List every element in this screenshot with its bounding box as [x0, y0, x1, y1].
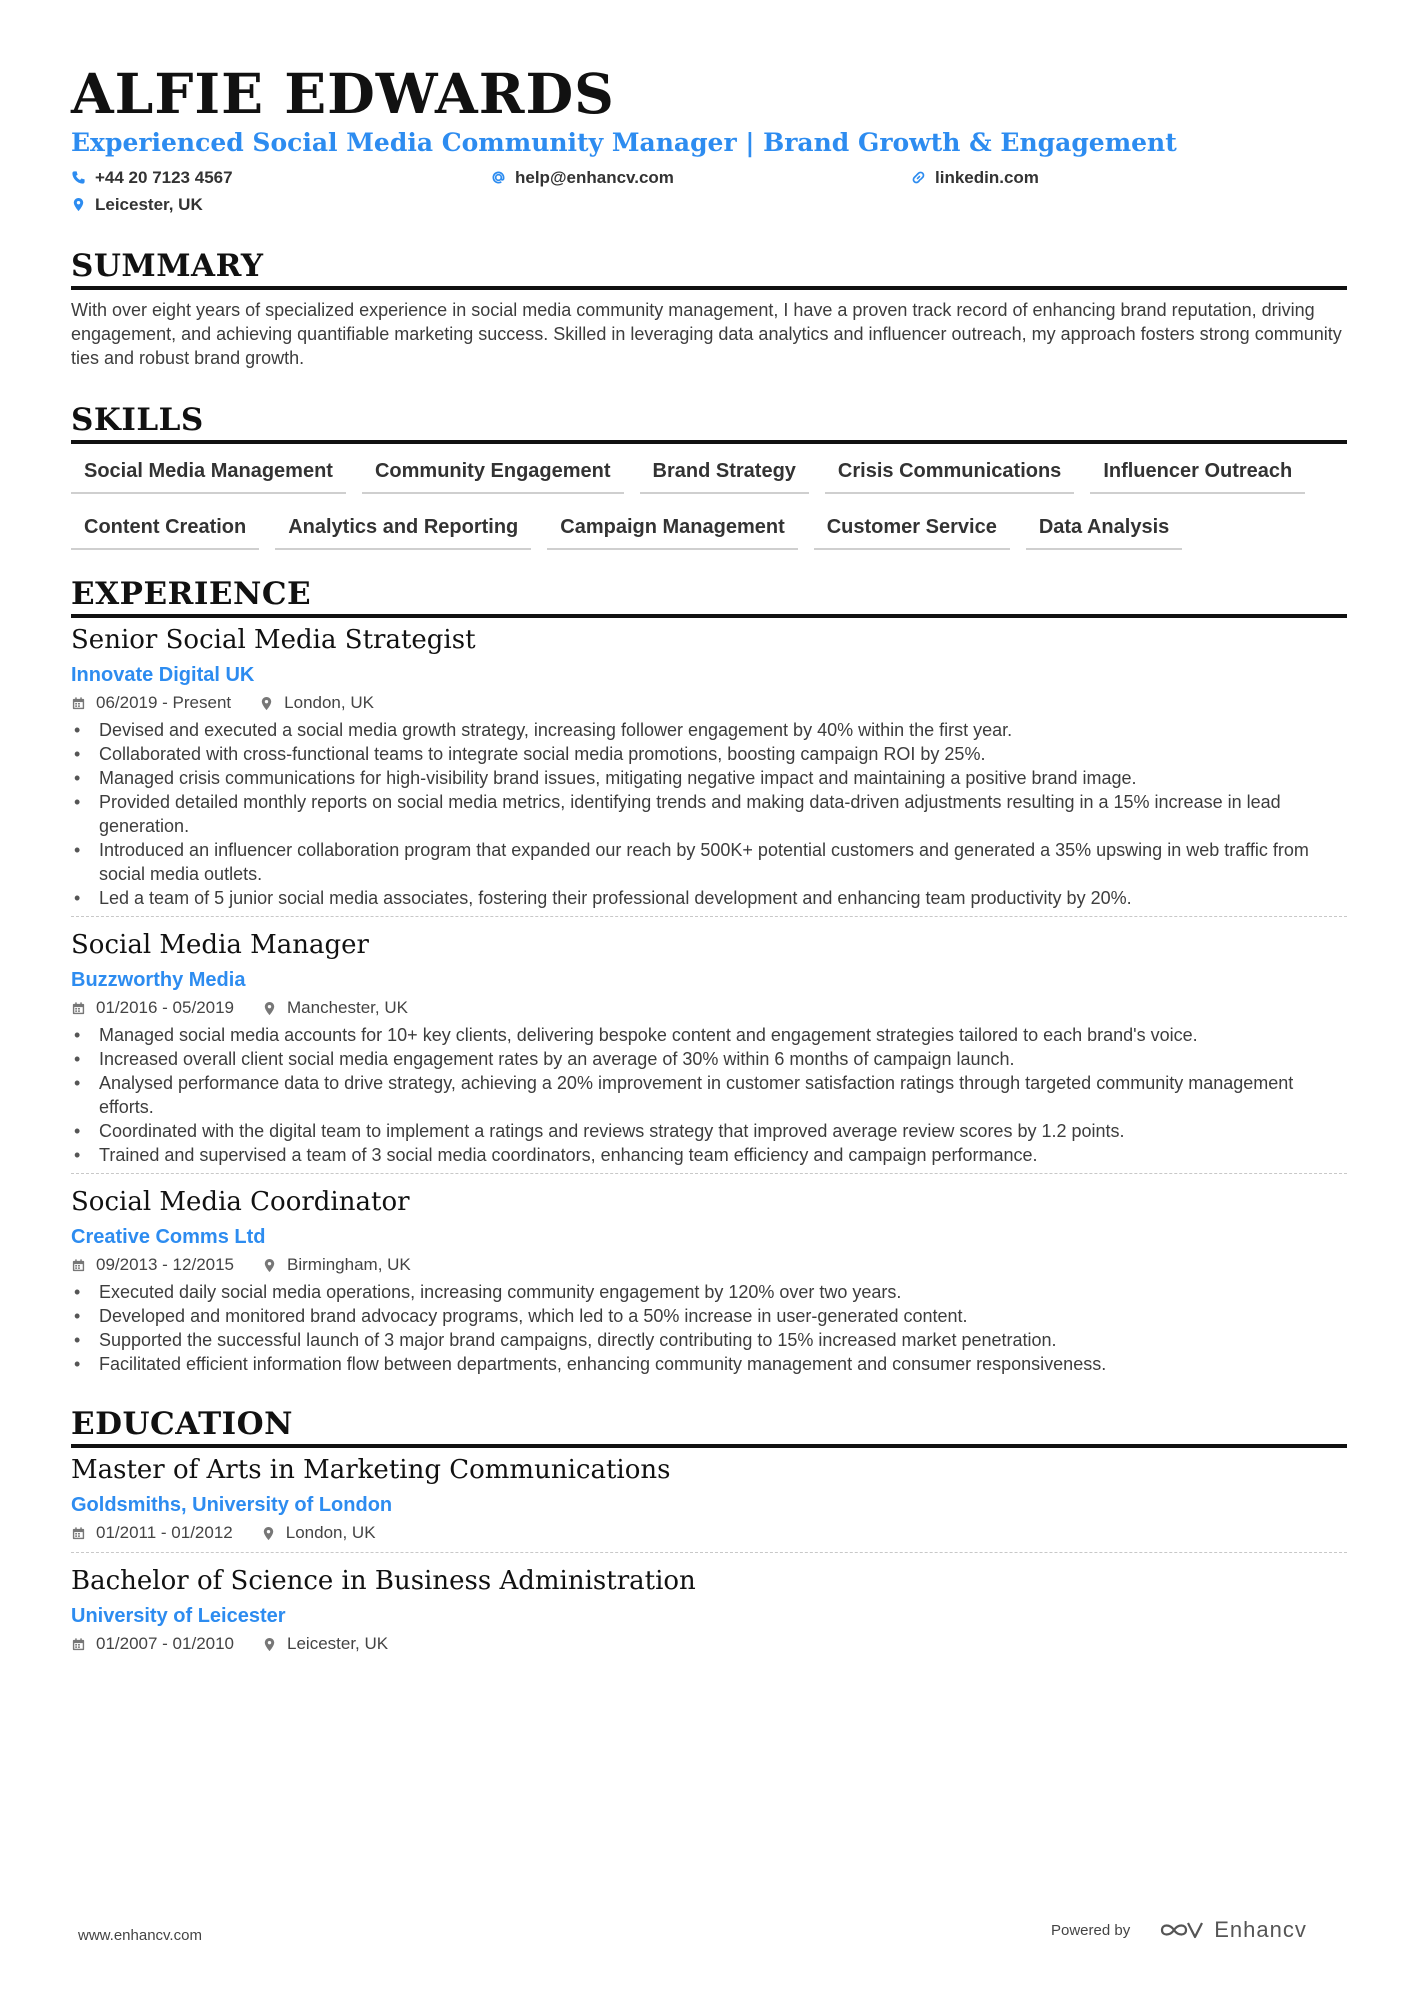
enhancv-logo-icon — [1158, 1918, 1204, 1942]
experience-section — [71, 574, 1347, 1382]
education-meta — [71, 1520, 1347, 1546]
bullet-item: • Coordinated with the digital team to implement a ratings and reviews strategy that improved average review scores by 1.2 points. — [71, 1119, 1347, 1143]
linkedin-contact[interactable] — [911, 164, 1347, 191]
experience-entry — [71, 622, 1347, 916]
job-meta — [71, 995, 1347, 1021]
bullet-item: • Analysed performance data to drive strategy, achieving a 20% improvement in customer satisfaction ratings through targeted community management efforts. — [71, 1071, 1347, 1119]
job-dates: 06/2019 - Present — [96, 693, 232, 712]
skill-tag: Analytics and Reporting — [275, 514, 531, 550]
skill-tag: Campaign Management — [547, 514, 797, 550]
phone-icon — [71, 170, 86, 185]
email-address: help@enhancv.com — [515, 167, 674, 187]
bullet-item: • Managed crisis communications for high-visibility brand issues, mitigating negative impact and maintaining a positive brand image. — [71, 766, 1347, 790]
home-location: Leicester, UK — [95, 194, 203, 214]
summary-section — [71, 246, 1347, 370]
bullet-item: • Increased overall client social media engagement rates by an average of 30% within 6 months of campaign launch. — [71, 1047, 1347, 1071]
bullet-item: • Provided detailed monthly reports on social media metrics, identifying trends and making data-driven adjustments resulting in a 15% increase in lead generation. — [71, 790, 1347, 838]
bullet-item: • Devised and executed a social media growth strategy, increasing follower engagement by 40% within the first year. — [71, 718, 1347, 742]
job-location-text: London, UK — [284, 693, 374, 712]
bullet-item: • Trained and supervised a team of 3 social media coordinators, enhancing team efficiency and campaign performance. — [71, 1143, 1347, 1167]
skill-tag: Content Creation — [71, 514, 259, 550]
education-dates: 01/2011 - 01/2012 — [96, 1523, 233, 1542]
company-name: Innovate Digital UK — [71, 664, 255, 686]
location-contact — [71, 191, 491, 218]
job-location — [262, 1252, 411, 1278]
skills-list — [71, 458, 1347, 570]
job-location — [259, 690, 374, 716]
education-location-text: London, UK — [285, 1523, 376, 1542]
email-contact[interactable] — [491, 164, 911, 191]
calendar-icon — [71, 696, 86, 711]
company-name: Creative Comms Ltd — [71, 1226, 266, 1248]
job-title: Social Media Coordinator — [71, 1187, 410, 1217]
summary-title: SUMMARY — [71, 246, 1347, 290]
bullet-item: • Introduced an influencer collaboration program that expanded our reach by 500K+ potential customers and generated a 35% upswing in web traffic from social media outlets. — [71, 838, 1347, 886]
education-location-text: Leicester, UK — [287, 1634, 389, 1653]
skill-tag: Crisis Communications — [825, 458, 1074, 494]
experience-title: EXPERIENCE — [71, 574, 1347, 618]
skill-tag: Data Analysis — [1026, 514, 1182, 550]
job-meta — [71, 690, 1347, 716]
map-pin-icon — [262, 1258, 277, 1273]
experience-entry — [71, 916, 1347, 1173]
bullet-item: • Facilitated efficient information flow between departments, enhancing community management and consumer responsiveness. — [71, 1352, 1347, 1376]
education-meta — [71, 1631, 1347, 1657]
company-name: Buzzworthy Media — [71, 969, 246, 991]
school-name: University of Leicester — [71, 1605, 286, 1627]
candidate-name: ALFIE EDWARDS — [71, 61, 615, 126]
contact-info — [71, 164, 1347, 218]
job-bullets — [71, 718, 1347, 910]
enhancv-logo[interactable] — [1158, 1917, 1307, 1943]
calendar-icon — [71, 1001, 86, 1016]
education-location — [261, 1520, 376, 1546]
resume-page — [71, 62, 1347, 1663]
degree-title: Master of Arts in Marketing Communications — [71, 1455, 671, 1485]
job-location-text: Birmingham, UK — [287, 1255, 411, 1274]
bullet-item: • Supported the successful launch of 3 major brand campaigns, directly contributing to 15% increased market penetration. — [71, 1328, 1347, 1352]
bullet-item: • Led a team of 5 junior social media associates, fostering their professional development and enhancing team productivity by 20%. — [71, 886, 1347, 910]
education-entry — [71, 1552, 1347, 1663]
calendar-icon — [71, 1637, 86, 1652]
linkedin-url: linkedin.com — [935, 167, 1039, 187]
school-name: Goldsmiths, University of London — [71, 1494, 393, 1516]
education-location — [262, 1631, 388, 1657]
bullet-item: • Managed social media accounts for 10+ key clients, delivering bespoke content and engagement strategies tailored to each brand's voice. — [71, 1023, 1347, 1047]
job-title: Social Media Manager — [71, 930, 369, 960]
job-location-text: Manchester, UK — [287, 998, 408, 1017]
skill-tag: Influencer Outreach — [1090, 458, 1305, 494]
job-bullets — [71, 1023, 1347, 1167]
powered-by-label: Powered by — [1051, 1921, 1131, 1939]
map-pin-icon — [262, 1637, 277, 1652]
at-icon — [491, 170, 506, 185]
job-location — [262, 995, 408, 1021]
skills-section — [71, 400, 1347, 570]
education-section — [71, 1404, 1347, 1663]
skill-tag: Community Engagement — [362, 458, 624, 494]
phone-number: +44 20 7123 4567 — [95, 167, 233, 187]
map-pin-icon — [259, 696, 274, 711]
summary-text: With over eight years of specialized experience in social media community management, I have a proven track record of enhancing brand reputation, driving engagement, and achieving quantifiable marketing success. Skilled in leveraging data analytics and influencer outreach, my approach fosters strong community ties and robust brand growth. — [71, 300, 1342, 368]
education-title: EDUCATION — [71, 1404, 1347, 1448]
job-title: Senior Social Media Strategist — [71, 625, 476, 655]
map-pin-icon — [261, 1526, 276, 1541]
calendar-icon — [71, 1258, 86, 1273]
brand-name: Enhancv — [1214, 1917, 1307, 1942]
bullet-item: • Executed daily social media operations, increasing community engagement by 120% over two years. — [71, 1280, 1347, 1304]
footer-website[interactable]: www.enhancv.com — [78, 1927, 202, 1944]
education-dates: 01/2007 - 01/2010 — [96, 1634, 235, 1653]
footer-branding — [1051, 1917, 1307, 1943]
job-dates: 09/2013 - 12/2015 — [96, 1255, 235, 1274]
bullet-item: • Developed and monitored brand advocacy programs, which led to a 50% increase in user-generated content. — [71, 1304, 1347, 1328]
job-bullets — [71, 1280, 1347, 1376]
skill-tag: Social Media Management — [71, 458, 346, 494]
calendar-icon — [71, 1526, 86, 1541]
skills-title: SKILLS — [71, 400, 1347, 444]
skill-tag: Brand Strategy — [640, 458, 809, 494]
job-meta — [71, 1252, 1347, 1278]
experience-entry — [71, 1173, 1347, 1382]
map-pin-icon — [71, 197, 86, 212]
bullet-item: • Collaborated with cross-functional teams to integrate social media promotions, boosting campaign ROI by 25%. — [71, 742, 1347, 766]
map-pin-icon — [262, 1001, 277, 1016]
phone-contact — [71, 164, 491, 191]
degree-title: Bachelor of Science in Business Administration — [71, 1566, 696, 1596]
education-entry — [71, 1452, 1347, 1552]
headline: Experienced Social Media Community Manager | Brand Growth & Engagement — [71, 128, 1177, 157]
job-dates: 01/2016 - 05/2019 — [96, 998, 235, 1017]
skill-tag: Customer Service — [814, 514, 1010, 550]
link-icon — [911, 170, 926, 185]
